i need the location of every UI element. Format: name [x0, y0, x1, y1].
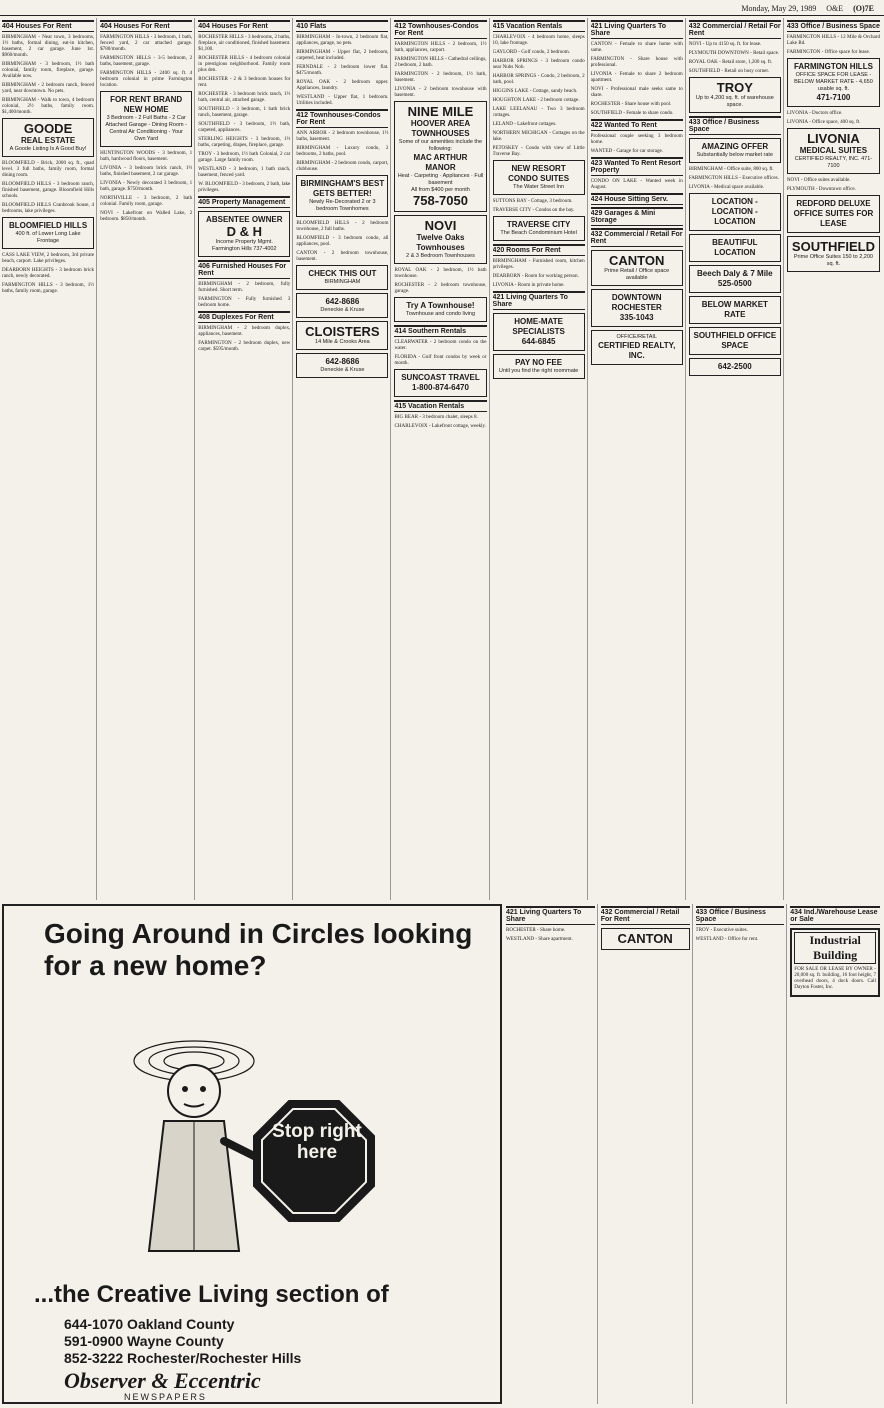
display-ad-text: Townhouse and condo living	[405, 311, 476, 317]
section-heading: 429 Garages & Mini Storage	[591, 207, 683, 226]
display-ad-text: Some of our amenities include the following:	[398, 139, 483, 152]
promo-phone-rochester: 852-3222 Rochester/Rochester Hills	[64, 1350, 302, 1366]
classified-ad: CANTON - 2 bedroom townhouse, basement.	[296, 250, 389, 262]
classified-ad: ROCHESTER - Share home.	[506, 927, 566, 933]
classified-ad: FARMINGTON - 2 bedroom duplex, new carpet. $595/month.	[198, 340, 291, 352]
display-ad-title: SUNCOAST TRAVEL	[401, 373, 480, 382]
classified-ad: NORTHERN MICHIGAN - Cottages on the lake.	[492, 130, 585, 142]
classified-ad: LIVONIA - Doctors office.	[786, 110, 843, 116]
display-ad-title: TROY	[716, 80, 753, 95]
classified-ad: TRAVERSE CITY - Condos on the bay.	[492, 207, 575, 213]
display-ad-dh	[198, 211, 290, 257]
classified-ad: WESTLAND - Share apartment.	[506, 936, 573, 942]
section-heading: 415 Vacation Rentals	[394, 400, 486, 412]
display-ad-title: Beech Daly & 7 Mile	[697, 269, 773, 278]
display-ad-title: BEAUTIFUL LOCATION	[712, 238, 758, 257]
display-ad-goode	[2, 118, 94, 157]
classified-ad: FARMINGTON HILLS - 3-5 bedroom, 2 baths, basement, garage.	[100, 55, 193, 67]
display-ad-below-market	[689, 296, 781, 324]
header-edition: O&E	[826, 3, 844, 13]
display-ad-title: ABSENTEE OWNER	[206, 215, 283, 224]
display-ad-subtitle: MEDICAL SUITES	[799, 146, 868, 155]
display-ad-title: FARMINGTON HILLS	[793, 62, 873, 71]
classified-ad: FARMINGTON HILLS - Executive offices.	[688, 175, 779, 181]
display-ad-text: The Water Street Inn	[513, 184, 565, 190]
display-ad-logo: D & H	[226, 224, 262, 239]
classified-ad: DEARBORN HEIGHTS - 3 bedroom brick ranch, newly decorated.	[2, 267, 95, 279]
display-ad-text: A Goode Listing Is A Good Buy!	[9, 146, 87, 152]
classified-ad: PETOSKEY - Condo with view of Little Traverse Bay.	[492, 145, 585, 157]
classified-ad: SUTTONS BAY - Cottage, 3 bedroom.	[492, 198, 573, 204]
classified-ad: NOVI - Professional male seeks same to share.	[590, 86, 683, 98]
display-ad-title: CLOISTERS	[305, 324, 380, 339]
classified-ad: ROCHESTER HILLS - 4 bedroom colonial in prestigious neighborhood. Family room plus den.	[198, 55, 291, 73]
display-ad-text: Until you find the right roommate	[498, 368, 579, 374]
classified-ad: LIVONIA - Room in private home.	[492, 282, 565, 288]
display-ad-livonia-medical	[787, 128, 880, 174]
display-ad-phone	[296, 353, 388, 378]
classified-ad: HARBOR SPRINGS - 3 bedroom condo near Nubs Nob.	[492, 58, 585, 70]
classified-ad: LIVONIA - 3 bedroom brick ranch, 1½ baths, finished basement, 2 car garage.	[100, 165, 193, 177]
header-page: (O)7E	[853, 3, 874, 13]
section-heading: 424 House Sitting Serv.	[591, 193, 683, 205]
display-ad-text: Newly Re-Decorated 2 or 3 bedroom Townhomes	[309, 199, 376, 212]
column-2	[100, 18, 195, 900]
classified-ad: NOVI - Office suites available.	[786, 177, 851, 183]
section-heading: 406 Furnished Houses For Rent	[198, 260, 290, 279]
classified-ad: LIVONIA - Female to share 2 bedroom apartment.	[590, 71, 683, 83]
classified-ad: PLYMOUTH DOWNTOWN - Retail space.	[688, 50, 780, 56]
display-ad-phone	[689, 358, 781, 376]
section-heading: 405 Property Management	[198, 196, 290, 208]
classified-ad: FARMINGTON HILLS - 3 bedroom, 1 bath, fenced yard, 2 car attached garage. $780/month.	[100, 34, 193, 52]
display-ad-text: 2 & 3 Bedroom Townhouses	[406, 253, 475, 259]
classified-ad: ROCHESTER - 2 & 3 bedroom houses for rent.	[198, 76, 291, 88]
display-ad-text: Income Property Mgmt. Farmington Hills 737-4002	[212, 239, 277, 252]
display-ad-redford	[787, 195, 880, 233]
display-ad-title: PAY NO FEE	[515, 358, 563, 367]
display-ad-title: GOODE	[23, 121, 73, 136]
display-ad-novi	[394, 215, 486, 264]
header-rule	[0, 15, 884, 16]
column-9	[787, 18, 882, 900]
lower-column-1	[506, 904, 598, 1404]
classified-ad: BIRMINGHAM - Upper flat, 2 bedroom, carpeted, heat included.	[296, 49, 389, 61]
classified-ad: BLOOMFIELD - 3 bedroom condo, all appliances, pool.	[296, 235, 389, 247]
display-ad-water-street	[493, 160, 585, 195]
classified-ad: BIRMINGHAM - In-town, 2 bedroom flat, appliances, garage, no pets.	[296, 34, 389, 46]
display-ad-text: FOR SALE OR LEASE BY OWNER - 20,000 sq. ft. building, 16 foot height, 7 overhead doors, 4 dock doors. Call Dayton Foster, Inc.	[794, 966, 876, 990]
section-heading: 433 Office / Business Space	[696, 906, 785, 925]
classified-ad: BIRMINGHAM - Office suite, 800 sq. ft.	[688, 166, 774, 172]
section-heading: 412 Townhouses-Condos For Rent	[394, 20, 486, 39]
classified-ad: CLEARWATER - 2 bedroom condo on the water.	[394, 339, 487, 351]
classified-ad: HUNTINGTON WOODS - 3 bedroom, 1 bath, hardwood floors, basement.	[100, 150, 193, 162]
classified-ad: HOUGHTON LAKE - 2 bedroom cottage.	[492, 97, 580, 103]
classified-ad: FLORIDA - Gulf front condos by week or month.	[394, 354, 487, 366]
display-ad-phone-number: 335-1043	[619, 313, 654, 322]
column-7	[591, 18, 686, 900]
classified-ad: SOUTHFIELD - 3 bedroom, 1 bath brick ranch, basement, garage.	[198, 106, 291, 118]
classified-ad: CONDO ON LAKE - Wanted week in August.	[590, 178, 683, 190]
classified-ad: SOUTHFIELD - 3 bedroom, 1½ bath, carpeted, appliances.	[198, 121, 291, 133]
classified-ad: NOVI - Up to 4150 sq. ft. for lease.	[688, 41, 762, 47]
display-ad-title: SOUTHFIELD OFFICE SPACE	[693, 331, 777, 350]
classified-ad: HIGGINS LAKE - Cottage, sandy beach.	[492, 88, 578, 94]
display-ad-location	[689, 193, 781, 231]
column-5	[394, 18, 489, 900]
classified-ad: ANN ARBOR - 2 bedroom townhouse, 1½ baths, basement.	[296, 130, 389, 142]
classified-ad: LAKE LEELANAU - Two 3 bedroom cottages.	[492, 106, 585, 118]
column-8	[689, 18, 784, 900]
display-ad-text: Up to 4,200 sq. ft. of warehouse space.	[695, 95, 774, 108]
display-ad-title: BELOW MARKET RATE	[701, 300, 768, 319]
section-heading: 404 Houses For Rent	[2, 20, 94, 32]
classified-ad: LIVONIA - 2 bedroom townhouse with basement.	[394, 86, 487, 98]
classified-ad: FARMINGTON HILLS - 12 Mile & Orchard Lake Rd.	[786, 34, 880, 46]
display-ad-home-mate	[493, 313, 585, 351]
classified-ad: FERNDALE - 2 bedroom lower flat. $475/month.	[296, 64, 389, 76]
display-ad-title: DOWNTOWN ROCHESTER	[611, 293, 662, 312]
classified-ad: W. BLOOMFIELD - 3 bedroom, 2 bath, lake privileges.	[198, 181, 291, 193]
display-ad-title: Industrial Building	[794, 932, 876, 964]
display-ad-pay-no-fee	[493, 354, 585, 379]
display-ad-text: OFFICE SPACE FOR LEASE - BELOW MARKET RATE - 4,650 usable sq. ft.	[794, 72, 873, 92]
classified-ad: ROYAL OAK - 2 bedroom, 1½ bath townhouse.	[394, 267, 487, 279]
section-heading: 422 Wanted To Rent	[591, 119, 683, 131]
classified-ad: FARMINGTON HILLS - Cathedral ceilings, 2 bedroom, 2 bath.	[394, 56, 487, 68]
display-ad-title: REDFORD DELUXE OFFICE SUITES FOR LEASE	[793, 199, 874, 228]
display-ad-phone-number: 471-7100	[816, 93, 851, 102]
classified-ad: BIRMINGHAM - Luxury condo, 2 bedrooms, 2 baths, pool.	[296, 145, 389, 157]
classified-ad: CHARLEVOIX - Lakefront cottage, weekly.	[394, 423, 487, 429]
classified-ad: BIRMINGHAM - 2 bedroom, fully furnished. Short term.	[198, 281, 291, 293]
display-ad-text: Substantially below market rate	[696, 152, 774, 158]
display-ad-townhouse	[394, 297, 486, 322]
classified-ad: NORTHVILLE - 3 bedroom, 2 bath colonial. Family room, garage.	[100, 195, 193, 207]
classified-ad: CHARLEVOIX - 4 bedroom home, sleeps 10, lake frontage.	[492, 34, 585, 46]
page-header	[0, 0, 884, 16]
display-ad-title: NINE MILE	[407, 104, 474, 119]
classified-ad: BIRMINGHAM - 2 bedroom ranch, fenced yard, near downtown. No pets.	[2, 82, 95, 94]
creative-living-promo-ad	[2, 904, 502, 1404]
display-ad-title: SOUTHFIELD	[791, 239, 875, 254]
display-ad-text: Prime Retail / Office space available	[604, 268, 670, 281]
classified-ad: WESTLAND - 3 bedroom, 1 bath ranch, basement, fenced yard.	[198, 166, 291, 178]
classified-ad: ROCHESTER - 3 bedroom brick ranch, 1½ bath, central air, attached garage.	[198, 91, 291, 103]
display-ad-text: All from $400 per month	[411, 187, 470, 193]
classified-ad: LIVONIA - Office space, 400 sq. ft.	[786, 119, 861, 125]
section-heading: 421 Living Quarters To Share	[591, 20, 683, 39]
display-ad-phone-number: 1-800-874-6470	[412, 383, 469, 392]
display-ad-title: CHECK THIS OUT	[308, 269, 377, 278]
section-heading: 432 Commercial / Retail For Rent	[689, 20, 781, 39]
display-ad-cloisters	[296, 321, 388, 350]
promo-phone-oakland: 644-1070 Oakland County	[64, 1316, 235, 1332]
section-heading: 410 Flats	[296, 20, 388, 32]
display-ad-text: CERTIFIED REALTY, INC. 471-7100	[794, 156, 873, 169]
classified-ad: BIRMINGHAM - Walk to town, 4 bedroom colonial, 2½ baths, family room. $1,400/month.	[2, 97, 95, 115]
lower-classified-columns	[506, 904, 882, 1404]
classified-ad: TROY - Executive suites.	[695, 927, 748, 933]
section-heading: 412 Townhouses-Condos For Rent	[296, 109, 388, 128]
classified-ad: HARBOR SPRINGS - Condo, 2 bedroom, 2 bath, pool.	[492, 73, 585, 85]
classified-ad: ROYAL OAK - 2 bedroom upper. Appliances, laundry.	[296, 79, 389, 91]
promo-phone-wayne: 591-0900 Wayne County	[64, 1333, 224, 1349]
display-ad-bloomfield	[2, 217, 94, 249]
section-heading: 414 Southern Rentals	[394, 325, 486, 337]
classified-ad: Professional couple seeking 3 bedroom home.	[590, 133, 683, 145]
section-heading: 433 Office / Business Space	[787, 20, 880, 32]
classified-ad: ROCHESTER - Share house with pool.	[590, 101, 672, 107]
display-ad-phone-number: 642-8686	[325, 297, 360, 306]
display-ad-southfield	[787, 236, 880, 272]
classified-ad: FARMINGTON HILLS - 2 bedroom, 1½ bath, appliances, carport.	[394, 41, 487, 53]
column-3	[198, 18, 293, 900]
display-ad-text: The Beach Condominium Hotel	[500, 230, 577, 236]
display-ad-text: Deneckie & Kruse	[320, 307, 365, 313]
display-ad-phone-number: 642-8686	[325, 357, 360, 366]
display-ad-phone-number: 642-2500	[717, 362, 752, 371]
classified-columns	[2, 18, 882, 900]
display-ad-farmington-hills	[787, 58, 880, 107]
promo-tagline: ...the Creative Living section of	[34, 1281, 389, 1308]
display-ad-title: CERTIFIED REALTY, INC.	[598, 341, 676, 360]
classified-ad: BIRMINGHAM - Furnished room, kitchen privileges.	[492, 258, 585, 270]
section-heading: 423 Wanted To Rent Resort Property	[591, 157, 683, 176]
section-heading: 421 Living Quarters To Share	[493, 291, 585, 310]
display-ad-birmingham-best	[296, 175, 388, 217]
section-heading: 433 Office / Business Space	[689, 116, 781, 135]
display-ad-title: CANTON	[617, 931, 673, 946]
section-heading: 404 Houses For Rent	[198, 20, 290, 32]
display-ad-phone-number: 644-6845	[521, 337, 556, 346]
display-ad-title: HOME-MATE SPECIALISTS	[512, 317, 565, 336]
classified-ad: BIRMINGHAM - 3 bedroom, 1½ bath colonial, family room, fireplace, garage. Available now.	[2, 61, 95, 79]
display-ad-phone	[296, 293, 388, 318]
display-ad-traverse-city	[493, 216, 585, 241]
classified-ad: TROY - 3 bedroom, 1½ bath Colonial, 2 car garage. Large family room.	[198, 151, 291, 163]
display-ad-title: CANTON	[609, 253, 665, 268]
newspaper-masthead: Observer & Eccentric	[64, 1368, 261, 1393]
classified-ad: WESTLAND - Upper flat, 1 bedroom. Utilities included.	[296, 94, 389, 106]
classified-ad: CASS LAKE VIEW, 2 bedroom, 3rd private beach, carport. Lake privileges.	[2, 252, 95, 264]
display-ad-title: LIVONIA	[807, 131, 860, 146]
stop-sign-text: Stop right here	[272, 1121, 362, 1163]
classified-ad: FARMINGTON - Office space for lease.	[786, 49, 871, 55]
classified-ad: STERLING HEIGHTS - 3 bedroom, 1½ baths, carpeting, drapes, fireplace, garage.	[198, 136, 291, 148]
classified-ad: WANTED - Garage for car storage.	[590, 148, 664, 154]
classified-ad: FARMINGTON - 2 bedroom, 1½ bath, basement.	[394, 71, 487, 83]
classified-ad: BLOOMFIELD HILLS Cranbrook house, 4 bedrooms, lake privileges.	[2, 202, 95, 214]
display-ad-text: Deneckie & Kruse	[320, 367, 365, 373]
section-heading: 421 Living Quarters To Share	[506, 906, 595, 925]
classified-ad: LIVONIA - Newly decorated 3 bedroom, 1 bath, garage. $750/month.	[100, 180, 193, 192]
display-ad-title: FOR RENT BRAND NEW HOME	[110, 95, 183, 114]
display-ad-downtown-rochester	[591, 289, 683, 327]
column-1	[2, 18, 97, 900]
classified-ad: BLOOMFIELD - Brick, 2000 sq. ft., quad level. 3 full baths, family room, formal dining room.	[2, 160, 95, 178]
classified-ad: FARMINGTON - Share house with professional.	[590, 56, 683, 68]
display-ad-title: BIRMINGHAM'S BEST GETS BETTER!	[300, 179, 385, 198]
display-ad-certified-realty	[591, 330, 683, 365]
newspaper-masthead-sub: NEWSPAPERS	[124, 1392, 207, 1402]
display-ad-subtitle: MAC ARTHUR MANOR	[413, 153, 468, 172]
classified-ad: ROCHESTER HILLS - 3 bedrooms, 2 baths, fireplace, air conditioned, finished basement. $1,100.	[198, 34, 291, 52]
display-ad-canton	[601, 928, 690, 950]
classified-ad: BIG BEAR - 3 bedroom chalet, sleeps 8.	[394, 414, 478, 420]
section-heading: 415 Vacation Rentals	[493, 20, 585, 32]
section-heading: 432 Commercial / Retail For Rent	[591, 228, 683, 247]
display-ad-check-this-out	[296, 265, 388, 290]
classified-ad: LELAND - Lakefront cottages.	[492, 121, 557, 127]
display-ad-title: Try A Townhouse!	[406, 301, 475, 310]
classified-ad: FARMINGTON HILLS - 3 bedroom, 1½ baths, family room, garage.	[2, 282, 95, 294]
display-ad-phone-number: 758-7050	[413, 193, 468, 208]
classified-ad: BLOOMFIELD HILLS - 3 bedroom ranch, finished basement, garage. Bloomfield Hills schools.	[2, 181, 95, 199]
display-ad-subtitle: HOOVER AREA TOWNHOUSES	[410, 119, 471, 138]
section-heading: 432 Commercial / Retail For Rent	[601, 906, 690, 925]
classified-ad: WESTLAND - Office for rent.	[695, 936, 759, 942]
classified-ad: FARMINGTON - Fully furnished 3 bedroom home.	[198, 296, 291, 308]
section-heading: 408 Duplexes For Rent	[198, 311, 290, 323]
classified-ad: PLYMOUTH - Downtown office.	[786, 186, 856, 192]
classified-ad: ROYAL OAK - Retail store, 1,200 sq. ft.	[688, 59, 773, 65]
display-ad-canton	[591, 250, 683, 286]
display-ad-subtitle: Twelve Oaks Townhouses	[416, 233, 465, 252]
lower-column-2	[601, 904, 693, 1404]
promo-headline: Going Around in Circles looking for a new home?	[44, 918, 473, 981]
promo-phone-list	[64, 1316, 301, 1367]
classified-ad: SOUTHFIELD - Retail on busy corner.	[688, 68, 770, 74]
display-ad-phone-number: 525-0500	[717, 279, 752, 288]
classified-ad: GAYLORD - Golf condo, 2 bedroom.	[492, 49, 571, 55]
header-date: Monday, May 29, 1989	[741, 3, 817, 13]
column-6	[493, 18, 588, 900]
display-ad-amazing-offer	[689, 138, 781, 163]
display-ad-title: TRAVERSE CITY	[506, 220, 571, 229]
section-heading: 434 Ind./Warehouse Lease or Sale	[790, 906, 880, 925]
classified-ad: BIRMINGHAM - 2 bedroom duplex, appliances, basement.	[198, 325, 291, 337]
display-ad-text: Prime Office Suites 150 to 2,200 sq. ft.	[793, 254, 873, 267]
classified-ad: CANTON - Female to share home with same.	[590, 41, 683, 53]
display-ad-southfield-office	[689, 327, 781, 355]
display-ad-text: BIRMINGHAM	[324, 279, 361, 285]
display-ad-beautiful-location	[689, 234, 781, 262]
classified-ad: BLOOMFIELD HILLS - 2 bedroom townhouse, 2 full baths.	[296, 220, 389, 232]
display-ad-title: NOVI	[424, 218, 457, 233]
classified-ad: NOVI - Lakefront on Walled Lake, 2 bedroom. $850/month.	[100, 210, 193, 222]
classified-ad: BIRMINGHAM - Near town, 3 bedrooms, 1½ baths, formal dining, eat-in kitchen, basement, 2 car garage. June 1st. $960/month.	[2, 34, 95, 58]
classified-ad: DEARBORN - Room for working person.	[492, 273, 579, 279]
classified-ad: ROCHESTER - 2 bedroom townhouse, garage.	[394, 282, 487, 294]
display-ad-text: 400 ft. of Lower Long Lake Frontage	[15, 231, 81, 244]
display-ad-text: OFFICE/RETAIL	[616, 334, 657, 340]
display-ad-title: AMAZING OFFER	[701, 142, 769, 151]
column-4	[296, 18, 391, 900]
section-heading: 420 Rooms For Rent	[493, 244, 585, 256]
classified-ad: SOUTHFIELD - Female to share condo.	[590, 110, 674, 116]
display-ad-subtitle: REAL ESTATE	[20, 136, 76, 145]
lower-column-4	[790, 904, 882, 1404]
display-ad-title: NEW RESORT CONDO SUITES	[508, 164, 570, 183]
display-ad-text: 3 Bedroom - 2 Full Baths - 2 Car Attached Garage - Dining Room - Central Air Conditioning - Your Own Yard	[105, 115, 187, 142]
display-ad-nine-mile	[394, 101, 486, 212]
classified-ad: FARMINGTON HILLS - 2400 sq. ft. 4 bedroom colonial in prime Farmington location.	[100, 70, 193, 88]
display-ad-text: Heat · Carpeting · Appliances · Full basement	[397, 173, 484, 186]
display-ad-title: LOCATION - LOCATION - LOCATION	[711, 197, 758, 226]
display-ad-title: BLOOMFIELD HILLS	[8, 221, 88, 230]
lower-column-3	[696, 904, 788, 1404]
display-ad-brand-new-home	[100, 91, 192, 147]
section-heading: 404 Houses For Rent	[100, 20, 192, 32]
display-ad-suncoast	[394, 369, 486, 397]
display-ad-troy	[689, 77, 781, 113]
display-ad-industrial-building	[790, 928, 880, 997]
display-ad-text: 14 Mile & Crooks Area	[315, 339, 370, 345]
display-ad-beech-daly	[689, 265, 781, 293]
classified-ad: LIVONIA - Medical space available.	[688, 184, 765, 190]
classified-ad: BIRMINGHAM - 2 bedroom condo, carport, clubhouse.	[296, 160, 389, 172]
